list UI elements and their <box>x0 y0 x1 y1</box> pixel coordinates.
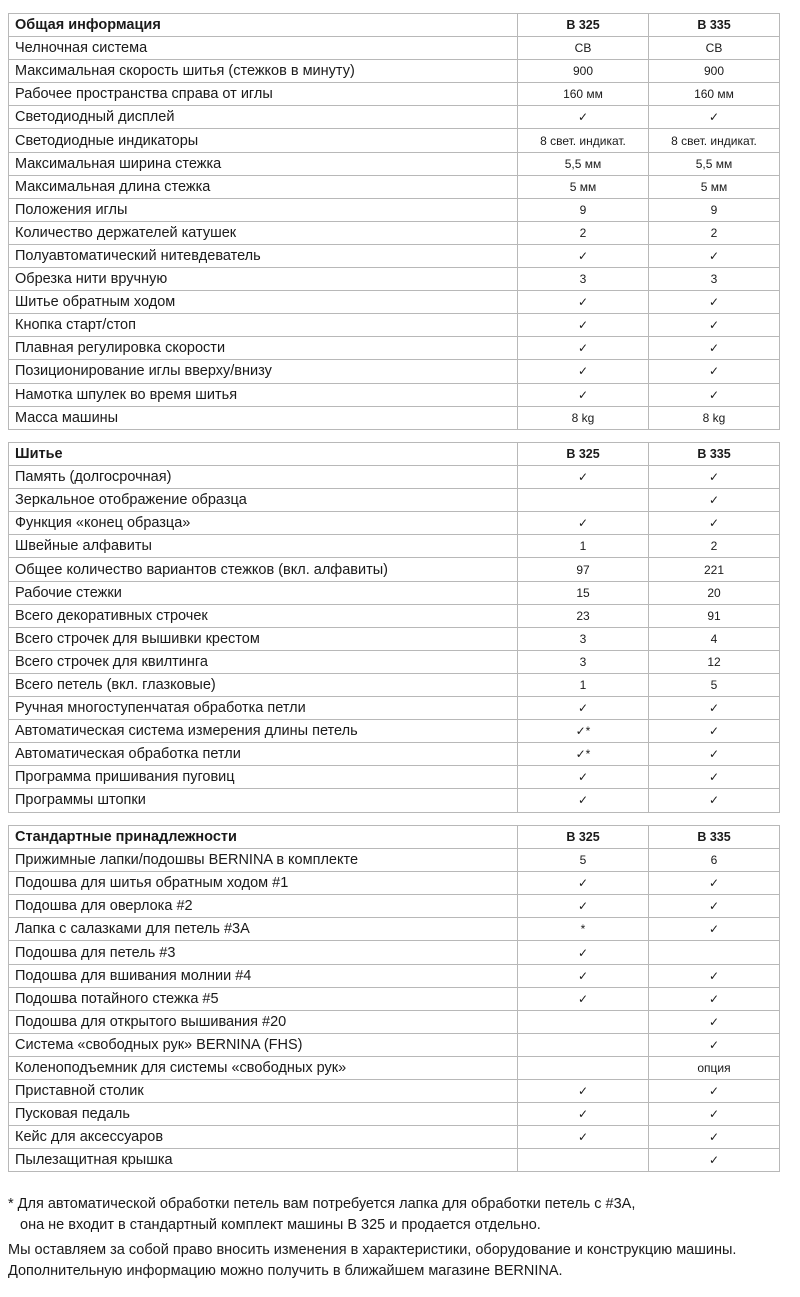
feature-label: Положения иглы <box>9 198 518 221</box>
feature-label: Подошва для шитья обратным ходом #1 <box>9 872 518 895</box>
value-b325: ✓ <box>518 1126 649 1149</box>
table-row <box>9 581 780 604</box>
table-row <box>9 175 780 198</box>
feature-label: Кейс для аксессуаров <box>9 1126 518 1149</box>
value-b335: ✓ <box>649 244 780 267</box>
value-b325: ✓ <box>518 291 649 314</box>
disclaimer-line-2: Дополнительную информацию можно получить в ближайшем магазине BERNINA. <box>8 1263 563 1279</box>
section-title: Общая информация <box>9 14 518 37</box>
value-b325: 160 мм <box>518 83 649 106</box>
value-b325: ✓ <box>518 941 649 964</box>
feature-label: Обрезка нити вручную <box>9 268 518 291</box>
value-b335: 2 <box>649 221 780 244</box>
table-row <box>9 37 780 60</box>
table-row <box>9 106 780 129</box>
value-b325: 8 kg <box>518 406 649 429</box>
feature-label: Швейные алфавиты <box>9 535 518 558</box>
value-b325: ✓ <box>518 987 649 1010</box>
value-b325: 5,5 мм <box>518 152 649 175</box>
table-row <box>9 60 780 83</box>
value-b325: ✓ <box>518 766 649 789</box>
value-b335: 91 <box>649 604 780 627</box>
table-row <box>9 1103 780 1126</box>
sewing-table <box>8 442 780 813</box>
section-header-row <box>9 826 780 849</box>
table-row <box>9 918 780 941</box>
table-row <box>9 337 780 360</box>
table-row <box>9 512 780 535</box>
value-b325: ✓ <box>518 964 649 987</box>
value-b335: 5 мм <box>649 175 780 198</box>
table-row <box>9 650 780 673</box>
value-b335: ✓ <box>649 106 780 129</box>
table-row <box>9 83 780 106</box>
section-header-row <box>9 14 780 37</box>
value-b325: 3 <box>518 268 649 291</box>
value-b325 <box>518 489 649 512</box>
feature-label: Пылезащитная крышка <box>9 1149 518 1172</box>
value-b335: ✓ <box>649 918 780 941</box>
table-row <box>9 849 780 872</box>
table-row <box>9 268 780 291</box>
value-b325: ✓ <box>518 466 649 489</box>
feature-label: Светодиодный дисплей <box>9 106 518 129</box>
feature-label: Память (долгосрочная) <box>9 466 518 489</box>
table-row <box>9 1056 780 1079</box>
table-row <box>9 697 780 720</box>
table-row <box>9 291 780 314</box>
value-b335: 160 мм <box>649 83 780 106</box>
general-info-table <box>8 13 780 430</box>
table-row <box>9 129 780 152</box>
table-row <box>9 1080 780 1103</box>
value-b325 <box>518 1033 649 1056</box>
value-b335: ✓ <box>649 743 780 766</box>
feature-label: Кнопка старт/стоп <box>9 314 518 337</box>
feature-label: Приставной столик <box>9 1080 518 1103</box>
value-b325: ✓ <box>518 697 649 720</box>
value-b325: 15 <box>518 581 649 604</box>
value-b325: ✓ <box>518 895 649 918</box>
table-row <box>9 941 780 964</box>
value-b325: 1 <box>518 673 649 696</box>
feature-label: Лапка с салазками для петель #3A <box>9 918 518 941</box>
column-header-b335: B 335 <box>649 14 780 37</box>
table-row <box>9 766 780 789</box>
feature-label: Всего строчек для квилтинга <box>9 650 518 673</box>
value-b335: ✓ <box>649 1033 780 1056</box>
value-b335: ✓ <box>649 766 780 789</box>
value-b335: ✓ <box>649 1126 780 1149</box>
feature-label: Максимальная скорость шитья (стежков в минуту) <box>9 60 518 83</box>
table-row <box>9 789 780 812</box>
table-row <box>9 872 780 895</box>
value-b335: 5 <box>649 673 780 696</box>
table-row <box>9 1033 780 1056</box>
value-b325: 3 <box>518 650 649 673</box>
table-row <box>9 383 780 406</box>
value-b335: опция <box>649 1056 780 1079</box>
value-b335: ✓ <box>649 987 780 1010</box>
table-row <box>9 604 780 627</box>
table-row <box>9 1010 780 1033</box>
table-row <box>9 221 780 244</box>
feature-label: Шитье обратным ходом <box>9 291 518 314</box>
feature-label: Позиционирование иглы вверху/внизу <box>9 360 518 383</box>
value-b335: ✓ <box>649 1149 780 1172</box>
value-b335: ✓ <box>649 489 780 512</box>
value-b335: ✓ <box>649 872 780 895</box>
feature-label: Подошва для петель #3 <box>9 941 518 964</box>
value-b325: ✓* <box>518 720 649 743</box>
feature-label: Светодиодные индикаторы <box>9 129 518 152</box>
value-b325: ✓ <box>518 512 649 535</box>
disclaimer <box>8 1240 788 1282</box>
value-b325: ✓* <box>518 743 649 766</box>
table-row <box>9 489 780 512</box>
value-b325: 5 <box>518 849 649 872</box>
table-row <box>9 466 780 489</box>
value-b335: ✓ <box>649 964 780 987</box>
feature-label: Пусковая педаль <box>9 1103 518 1126</box>
value-b325: 1 <box>518 535 649 558</box>
value-b335: 2 <box>649 535 780 558</box>
footnote-line-1: * Для автоматической обработки петель вам потребуется лапка для обработки петель с #3A, <box>8 1196 636 1212</box>
value-b335: 4 <box>649 627 780 650</box>
table-row <box>9 244 780 267</box>
feature-label: Автоматическая обработка петли <box>9 743 518 766</box>
footnote-asterisk <box>8 1194 788 1236</box>
value-b335: ✓ <box>649 314 780 337</box>
feature-label: Челночная система <box>9 37 518 60</box>
value-b325: ✓ <box>518 244 649 267</box>
value-b335: ✓ <box>649 466 780 489</box>
feature-label: Зеркальное отображение образца <box>9 489 518 512</box>
table-row <box>9 314 780 337</box>
value-b325: 3 <box>518 627 649 650</box>
value-b335: ✓ <box>649 697 780 720</box>
value-b335: ✓ <box>649 789 780 812</box>
footnote-line-2: она не входит в стандартный комплект машины B 325 и продается отдельно. <box>20 1217 541 1233</box>
value-b335: ✓ <box>649 720 780 743</box>
feature-label: Система «свободных рук» BERNINA (FHS) <box>9 1033 518 1056</box>
feature-label: Всего строчек для вышивки крестом <box>9 627 518 650</box>
value-b325: 5 мм <box>518 175 649 198</box>
feature-label: Полуавтоматический нитевдеватель <box>9 244 518 267</box>
value-b335: 6 <box>649 849 780 872</box>
table-row <box>9 558 780 581</box>
column-header-b325: B 325 <box>518 14 649 37</box>
table-row <box>9 535 780 558</box>
value-b335: 8 свет. индикат. <box>649 129 780 152</box>
feature-label: Автоматическая система измерения длины петель <box>9 720 518 743</box>
feature-label: Подошва потайного стежка #5 <box>9 987 518 1010</box>
value-b335: 9 <box>649 198 780 221</box>
value-b325: ✓ <box>518 789 649 812</box>
value-b335: 12 <box>649 650 780 673</box>
feature-label: Плавная регулировка скорости <box>9 337 518 360</box>
disclaimer-line-1: Мы оставляем за собой право вносить изменения в характеристики, оборудование и конструкцию машины. <box>8 1242 737 1258</box>
value-b325: ✓ <box>518 872 649 895</box>
column-header-b325: B 325 <box>518 443 649 466</box>
feature-label: Подошва для вшивания молнии #4 <box>9 964 518 987</box>
value-b335: 221 <box>649 558 780 581</box>
value-b335: 900 <box>649 60 780 83</box>
value-b325 <box>518 1149 649 1172</box>
value-b335: 5,5 мм <box>649 152 780 175</box>
feature-label: Всего петель (вкл. глазковые) <box>9 673 518 696</box>
feature-label: Подошва для открытого вышивания #20 <box>9 1010 518 1033</box>
table-row <box>9 1126 780 1149</box>
value-b325: 9 <box>518 198 649 221</box>
feature-label: Программа пришивания пуговиц <box>9 766 518 789</box>
value-b335: ✓ <box>649 1010 780 1033</box>
value-b325: ✓ <box>518 1103 649 1126</box>
table-row <box>9 743 780 766</box>
feature-label: Функция «конец образца» <box>9 512 518 535</box>
feature-label: Общее количество вариантов стежков (вкл. алфавиты) <box>9 558 518 581</box>
value-b325 <box>518 1010 649 1033</box>
value-b335: 8 kg <box>649 406 780 429</box>
value-b325: ✓ <box>518 1080 649 1103</box>
table-row <box>9 627 780 650</box>
value-b325: 23 <box>518 604 649 627</box>
feature-label: Максимальная длина стежка <box>9 175 518 198</box>
value-b325: ✓ <box>518 314 649 337</box>
feature-label: Подошва для оверлока #2 <box>9 895 518 918</box>
value-b325: ✓ <box>518 383 649 406</box>
table-row <box>9 360 780 383</box>
column-header-b335: B 335 <box>649 826 780 849</box>
feature-label: Масса машины <box>9 406 518 429</box>
feature-label: Максимальная ширина стежка <box>9 152 518 175</box>
value-b335: ✓ <box>649 360 780 383</box>
table-row <box>9 198 780 221</box>
value-b335: ✓ <box>649 291 780 314</box>
accessories-table <box>8 825 780 1172</box>
table-row <box>9 152 780 175</box>
feature-label: Намотка шпулек во время шитья <box>9 383 518 406</box>
feature-label: Коленоподъемник для системы «свободных рук» <box>9 1056 518 1079</box>
feature-label: Ручная многоступенчатая обработка петли <box>9 697 518 720</box>
value-b325: 2 <box>518 221 649 244</box>
value-b325: ✓ <box>518 106 649 129</box>
feature-label: Количество держателей катушек <box>9 221 518 244</box>
column-header-b335: B 335 <box>649 443 780 466</box>
value-b335: ✓ <box>649 383 780 406</box>
feature-label: Программы штопки <box>9 789 518 812</box>
table-row <box>9 406 780 429</box>
table-row <box>9 987 780 1010</box>
table-row <box>9 673 780 696</box>
feature-label: Рабочие стежки <box>9 581 518 604</box>
value-b335: ✓ <box>649 1103 780 1126</box>
column-header-b325: B 325 <box>518 826 649 849</box>
table-row <box>9 1149 780 1172</box>
value-b325 <box>518 1056 649 1079</box>
value-b325: CB <box>518 37 649 60</box>
value-b325: * <box>518 918 649 941</box>
value-b335 <box>649 941 780 964</box>
value-b335: ✓ <box>649 337 780 360</box>
value-b335: ✓ <box>649 895 780 918</box>
feature-label: Всего декоративных строчек <box>9 604 518 627</box>
value-b325: ✓ <box>518 337 649 360</box>
section-title: Стандартные принадлежности <box>9 826 518 849</box>
value-b325: 8 свет. индикат. <box>518 129 649 152</box>
feature-label: Прижимные лапки/подошвы BERNINA в комплекте <box>9 849 518 872</box>
feature-label: Рабочее пространства справа от иглы <box>9 83 518 106</box>
section-title: Шитье <box>9 443 518 466</box>
value-b335: CB <box>649 37 780 60</box>
value-b325: 97 <box>518 558 649 581</box>
table-row <box>9 964 780 987</box>
section-header-row <box>9 443 780 466</box>
value-b325: ✓ <box>518 360 649 383</box>
value-b335: 20 <box>649 581 780 604</box>
value-b335: ✓ <box>649 1080 780 1103</box>
table-row <box>9 895 780 918</box>
value-b325: 900 <box>518 60 649 83</box>
value-b335: ✓ <box>649 512 780 535</box>
table-row <box>9 720 780 743</box>
value-b335: 3 <box>649 268 780 291</box>
